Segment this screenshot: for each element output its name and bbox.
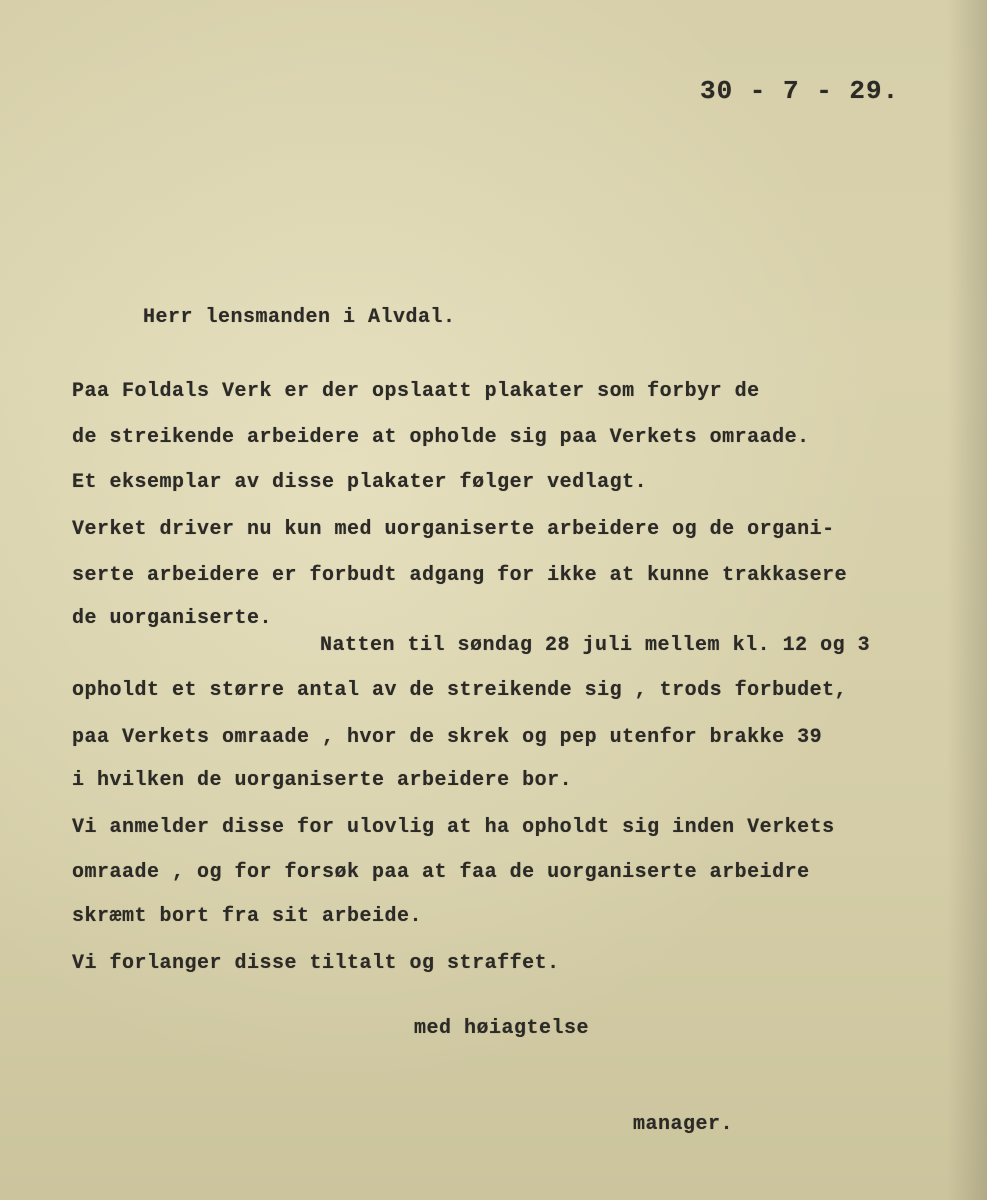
body-line: Paa Foldals Verk er der opslaatt plakater som forbyr de [72,380,760,403]
letter-salutation: Herr lensmanden i Alvdal. [143,306,456,329]
letter-signature: manager. [633,1113,734,1136]
letter-date: 30 - 7 - 29. [700,76,900,106]
body-line: de streikende arbeidere at opholde sig paa Verkets omraade. [72,426,810,449]
body-line: Vi anmelder disse for ulovlig at ha opholdt sig inden Verkets [72,816,835,839]
body-line: paa Verkets omraade , hvor de skrek og pep utenfor brakke 39 [72,726,823,749]
body-line: i hvilken de uorganiserte arbeidere bor. [72,769,573,792]
page-edge-shadow [947,0,987,1200]
body-line: serte arbeidere er forbudt adgang for ikke at kunne trakkasere [72,564,848,587]
body-line: opholdt et større antal av de streikende sig , trods forbudet, [72,679,848,702]
letter-closing: med høiagtelse [414,1017,590,1040]
body-line: skræmt bort fra sit arbeide. [72,905,423,928]
body-line: Verket driver nu kun med uorganiserte arbeidere og de organi- [72,518,835,541]
body-line: Et eksemplar av disse plakater følger vedlagt. [72,471,648,494]
body-line: Natten til søndag 28 juli mellem kl. 12 og 3 [320,634,871,657]
body-line: omraade , og for forsøk paa at faa de uorganiserte arbeidre [72,861,810,884]
body-line: de uorganiserte. [72,607,273,630]
body-line: Vi forlanger disse tiltalt og straffet. [72,952,560,975]
